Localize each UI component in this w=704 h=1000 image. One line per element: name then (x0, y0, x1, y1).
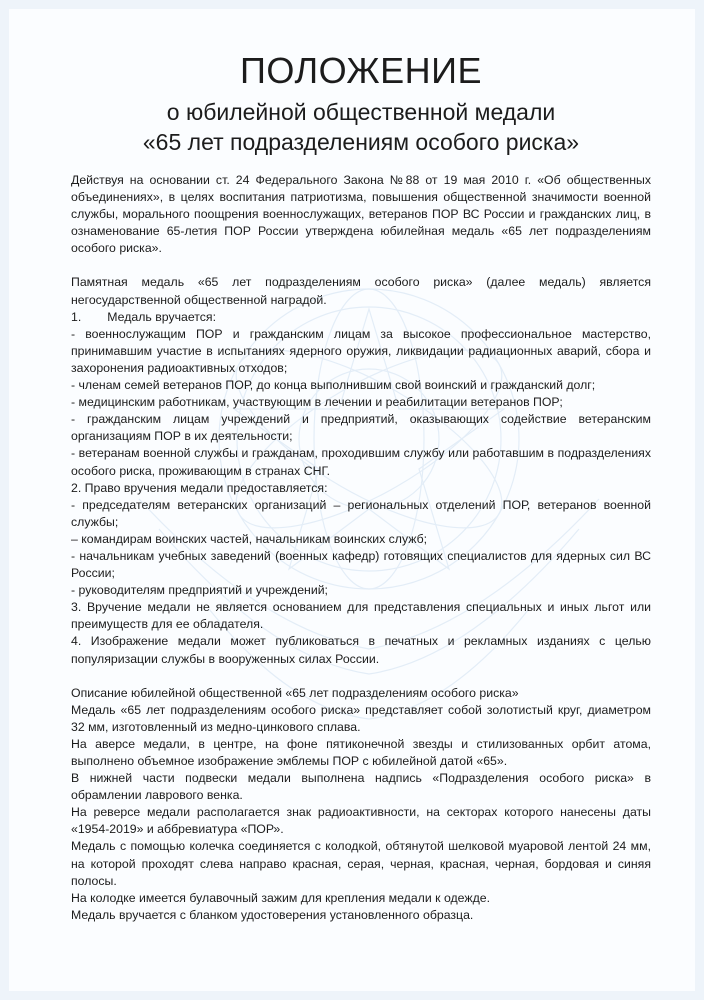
section-1-heading (71, 309, 651, 326)
section-2-item: - председателям ветеранских организаций – региональных отделений ПОР, ветеранов военной службы; (71, 497, 651, 529)
description-paragraph: На реверсе медали располагается знак радиоактивности, на секторах которого нанесены даты «1954-2019» и аббревиатура «ПОР». (71, 805, 651, 837)
section-4-paragraph: 4. Изображение медали может публиковаться в печатных и рекламных изданиях с целью популяризации службы в вооруженных силах России. (71, 634, 651, 666)
description-paragraph: Медаль вручается с бланком удостоверения установленного образца. (71, 907, 474, 922)
section-3-paragraph: 3. Вручение медали не является основанием для представления специальных и иных льгот или преимуществ для ее обладателя. (71, 600, 651, 632)
subtitle-line-1: о юбилейной общественной медали (166, 99, 556, 125)
section-1-item: - членам семей ветеранов ПОР, до конца выполнившим свой воинский и гражданский долг; (71, 378, 596, 393)
section-2-item: – командирам воинских частей, начальникам воинских служб; (71, 531, 428, 546)
document-body (71, 172, 651, 924)
description-paragraph: Медаль «65 лет подразделениям особого риска» представляет собой золотистый круг, диаметром 32 мм, изготовленный из медно-цинкового сплава. (71, 702, 651, 734)
description-heading: Описание юбилейной общественной «65 лет подразделениям особого риска» (71, 685, 519, 700)
section-1-title: Медаль вручается: (107, 309, 217, 324)
document-subtitle (9, 97, 704, 157)
section-2-item: - руководителям предприятий и учреждений; (71, 583, 328, 598)
description-paragraph: На колодке имеется булавочный зажим для крепления медали к одежде. (71, 890, 491, 905)
status-paragraph: Памятная медаль «65 лет подразделениям особого риска» (далее медаль) является негосударственной общественной наградой. (71, 275, 651, 307)
subtitle-line-2: «65 лет подразделениям особого риска» (142, 129, 580, 155)
description-paragraph: На аверсе медали, в центре, на фоне пятиконечной звезды и стилизованных орбит атома, выполнено объемное изображение эмблемы ПОР с юбилейной датой «65». (71, 736, 651, 768)
section-1-item: - военнослужащим ПОР и гражданским лицам за высокое профессиональное мастерство, принимавшим участие в испытаниях ядерного оружия, ликвидации радиационных аварий, сбора и захоронения радиоактивных отходов; (71, 326, 651, 375)
section-1-item: - медицинским работникам, участвующим в лечении и реабилитации ветеранов ПОР; (71, 395, 563, 410)
section-1-item: - гражданским лицам учреждений и предприятий, оказывающих содействие ветеранским организациям ПОР в их деятельности; (71, 412, 651, 444)
section-1-number: 1. (71, 309, 82, 324)
intro-paragraph: Действуя на основании ст. 24 Федерального Закона №88 от 19 мая 2010 г. «Об общественных объединениях», в целях воспитания патриотизма, повышения общественной значимости военной службы, морального поощрения военнослужащих, ветеранов ПОР ВС России и гражданских лиц, в ознаменование 65-летия ПОР России утверждена юбилейная медаль «65 лет подразделениям особого риска». (71, 173, 651, 256)
section-1-item: - ветеранам военной службы и гражданам, проходившим службу или работавшим в подразделениях особого риска, проживающим в странах СНГ. (71, 446, 651, 478)
description-paragraph: Медаль с помощью колечка соединяется с колодкой, обтянутой шелковой муаровой лентой 24 мм, на которой проходят слева направо красная, серая, черная, красная, черная, бордовая и синяя полосы. (71, 839, 651, 888)
section-2-item: - начальникам учебных заведений (военных кафедр) готовящих специалистов для ядерных сил ВС России; (71, 548, 651, 581)
document-title: ПОЛОЖЕНИЕ (240, 50, 482, 91)
section-2-heading: 2. Право вручения медали предоставляется: (71, 480, 328, 495)
description-paragraph: В нижней части подвески медали выполнена надпись «Подразделения особого риска» в обрамлении лаврового венка. (71, 771, 651, 803)
